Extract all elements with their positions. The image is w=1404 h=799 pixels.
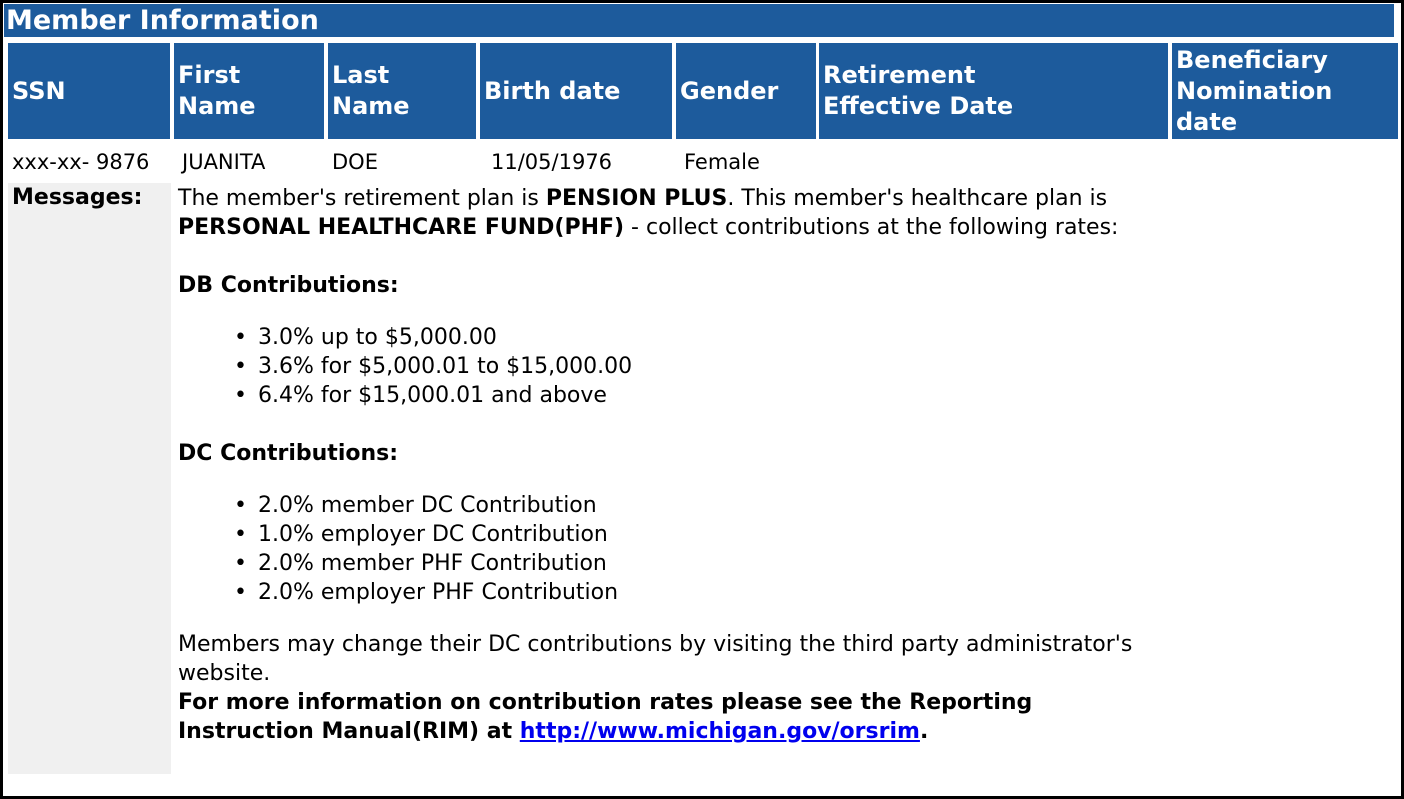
dc-change-note: Members may change their DC contributions by visiting the third party administrator's website. — [178, 632, 1133, 686]
plan-intro: The member's retirement plan is PENSION PLUS. This member's healthcare plan is PERSONAL HEALTHCARE FUND(PHF) - collect contributions at the following rates: — [178, 186, 1119, 240]
cell-first-name: JUANITA — [182, 150, 266, 174]
header-ssn-label: SSN — [12, 76, 66, 105]
header-last-name-label: Last Name — [332, 61, 410, 120]
bullet-icon: • — [234, 580, 247, 605]
header-retirement-effective-date-label: Retirement Effective Date — [823, 61, 1014, 120]
list-item: • 2.0% member DC Contribution — [234, 493, 597, 518]
header-retirement-effective-date — [819, 43, 1168, 139]
retirement-plan-name: PENSION PLUS — [545, 186, 728, 211]
bullet-icon: • — [234, 354, 247, 379]
bullet-icon: • — [234, 551, 247, 576]
more-info: For more information on contribution rates please see the Reporting Instruction Manual(RIM) at http://www.michigan.gov/orsrim. — [178, 690, 1033, 744]
cell-ssn: xxx-xx- 9876 — [12, 150, 150, 174]
dc-contributions-list — [178, 491, 1168, 607]
bullet-icon: • — [234, 522, 247, 547]
header-ssn — [8, 43, 170, 139]
header-first-name — [174, 43, 324, 139]
header-gender-label: Gender — [680, 76, 779, 105]
header-first-name-label: First Name — [178, 61, 256, 120]
db-contributions-list — [178, 323, 1168, 410]
healthcare-plan-name: PERSONAL HEALTHCARE FUND(PHF) — [178, 215, 625, 240]
list-item: • 1.0% employer DC Contribution — [234, 522, 608, 547]
list-item: • 3.0% up to $5,000.00 — [234, 325, 497, 350]
cell-birth-date: 11/05/1976 — [491, 150, 613, 174]
messages-label: Messages: — [12, 185, 143, 210]
list-item: • 2.0% employer PHF Contribution — [234, 580, 619, 605]
panel-title: Member Information — [4, 4, 1394, 37]
list-item: • 3.6% for $5,000.01 to $15,000.00 — [234, 354, 633, 379]
cell-last-name: DOE — [332, 150, 378, 174]
header-last-name — [328, 43, 476, 139]
bullet-icon: • — [234, 493, 247, 518]
messages-content — [178, 184, 1168, 746]
list-item: • 2.0% member PHF Contribution — [234, 551, 607, 576]
cell-gender: Female — [684, 150, 760, 174]
db-contributions-heading: DB Contributions: — [178, 273, 399, 298]
dc-contributions-heading: DC Contributions: — [178, 441, 399, 466]
bullet-icon: • — [234, 325, 247, 350]
list-item: • 6.4% for $15,000.01 and above — [234, 383, 607, 408]
header-birth-date-label: Birth date — [484, 76, 621, 105]
bullet-icon: • — [234, 383, 247, 408]
header-gender — [676, 43, 816, 139]
header-birth-date — [480, 43, 672, 139]
messages-label-cell — [8, 183, 171, 774]
header-beneficiary-nomination-date — [1172, 43, 1398, 139]
header-beneficiary-nomination-date-label: Beneficiary Nomination date — [1176, 45, 1333, 136]
rim-link[interactable]: http://www.michigan.gov/orsrim — [519, 719, 920, 744]
